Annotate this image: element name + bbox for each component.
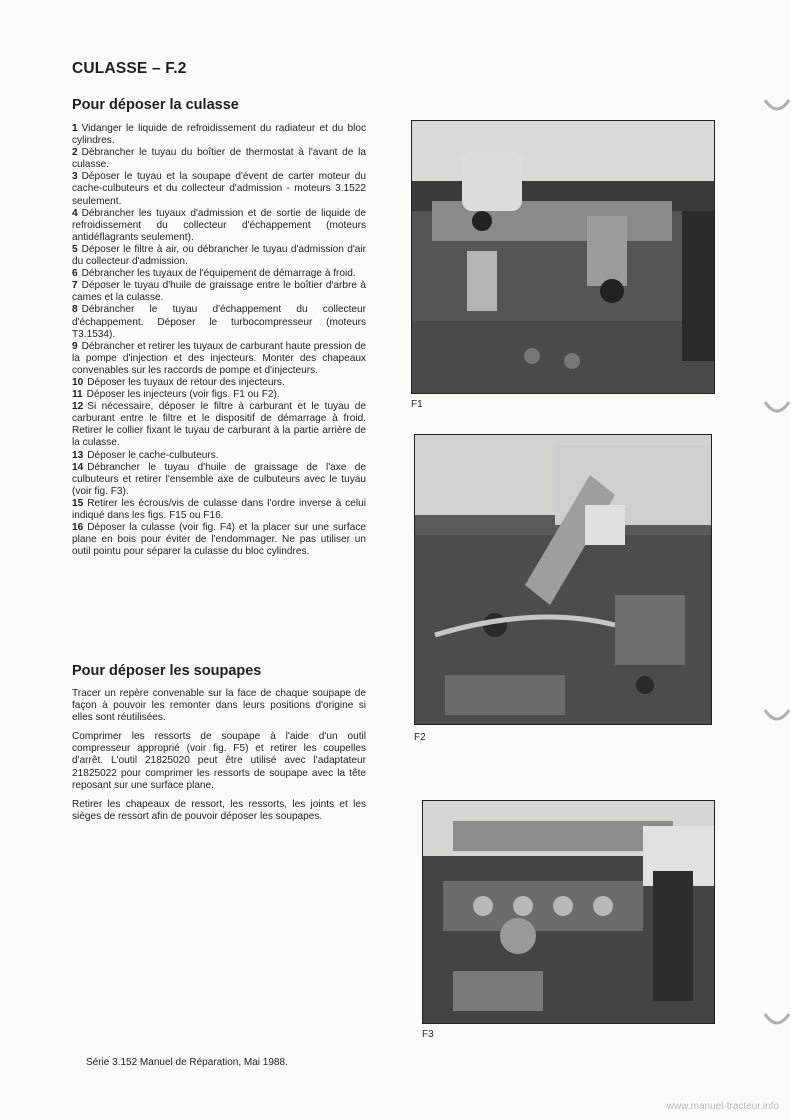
- step-item: 6 Débrancher les tuyaux de l'équipement de démarrage à froid.: [72, 268, 356, 280]
- step-item: 12 Si nécessaire, déposer le filtre à carburant et le tuyau de carburant entre le filtre et le dispositif de démarrage à froid. Retirer le collier fixant le tuyau de carburant à la partie arrière de la culasse.: [72, 401, 366, 449]
- binder-ring-icon: [763, 706, 791, 724]
- page-footer: Série 3.152 Manuel de Réparation, Mai 1988.: [86, 1057, 288, 1068]
- step-item: 3 Déposer le tuyau et la soupape d'évent de carter moteur du cache-culbuteurs et du collecteur d'admission - moteurs 3.1522 seulement.: [72, 171, 366, 207]
- step-item: 8 Débrancher le tuyau d'échappement du collecteur d'échappement. Déposer le turbocompresseur (moteurs T3.1534).: [72, 304, 366, 340]
- step-item: 5 Déposer le filtre à air, ou débrancher le tuyau d'admission d'air du collecteur d'admission.: [72, 243, 366, 268]
- figure-f1-label: F1: [411, 399, 423, 410]
- section-title-culasse: Pour déposer la culasse: [72, 97, 239, 113]
- paragraph: Tracer un repère convenable sur la face de chaque soupape de façon à pouvoir les remonter dans leurs positions d'origine si elles sont réutilisées.: [72, 688, 366, 724]
- binder-ring-icon: [763, 1010, 791, 1028]
- step-item: 1 Vidanger le liquide de refroidissement du radiateur et du bloc cylindres.: [72, 123, 366, 147]
- step-item: 11 Déposer les injecteurs (voir figs. F1 ou F2).: [72, 389, 280, 401]
- section-title-soupapes: Pour déposer les soupapes: [72, 663, 262, 679]
- valves-text: [72, 688, 366, 830]
- page-header: CULASSE – F.2: [72, 60, 187, 77]
- binder-ring-icon: [763, 398, 791, 416]
- step-item: 15 Retirer les écrous/vis de culasse dans l'ordre inverse à celui indiqué dans les figs. F15 ou F16.: [72, 497, 366, 521]
- binder-ring-icon: [763, 96, 791, 114]
- figure-f2-photo: [414, 434, 712, 725]
- step-item: 7 Déposer le tuyau d'huile de graissage entre le boîtier d'arbre à cames et la culasse.: [72, 280, 366, 304]
- figure-f2-label: F2: [414, 732, 426, 743]
- step-item: 4 Débrancher les tuyaux d'admission et de sortie de liquide de refroidissement du collecteur d'échappement (moteurs antidéflagrants seulement).: [72, 207, 366, 243]
- figure-f3-label: F3: [422, 1029, 434, 1040]
- paragraph: Comprimer les ressorts de soupape à l'aide d'un outil compresseur approprié (voir fig. F5) et retirer les coupelles d'arrêt. L'outil 21825020 peut être utilisé avec l'adaptateur 21825022 pour comprimer les ressorts de soupape avec la tête reposant sur une surface plane.: [72, 731, 366, 791]
- paragraph: Retirer les chapeaux de ressort, les ressorts, les joints et les sièges de ressort afin de pouvoir déposer les soupapes.: [72, 798, 366, 822]
- step-item: 2 Débrancher le tuyau du boîtier de thermostat à l'avant de la culasse.: [72, 147, 366, 171]
- step-item: 10 Déposer les tuyaux de retour des injecteurs.: [72, 376, 285, 388]
- figure-f1-photo: [411, 120, 715, 394]
- step-item: 16 Déposer la culasse (voir fig. F4) et la placer sur une surface plane en bois pour éviter de l'endommager. Ne pas utiliser un outil pointu pour séparer la culasse du bloc cylindres.: [72, 522, 366, 558]
- figure-f3-photo: [422, 800, 715, 1024]
- step-item: 13 Déposer le cache-culbuteurs.: [72, 449, 219, 461]
- steps-list: [72, 123, 366, 558]
- step-item: 14 Débrancher le tuyau d'huile de graissage de l'axe de culbuteurs et retirer l'ensemble axe de culbuteurs avec le tuyau (voir fig. F3).: [72, 461, 366, 497]
- step-item: 9 Débrancher et retirer les tuyaux de carburant haute pression de la pompe d'injection et des injecteurs. Monter des chapeaux convenables sur les raccords de pompe et d'injecteurs.: [72, 340, 366, 376]
- watermark-text: www.manuel-tracteur.info: [666, 1101, 779, 1112]
